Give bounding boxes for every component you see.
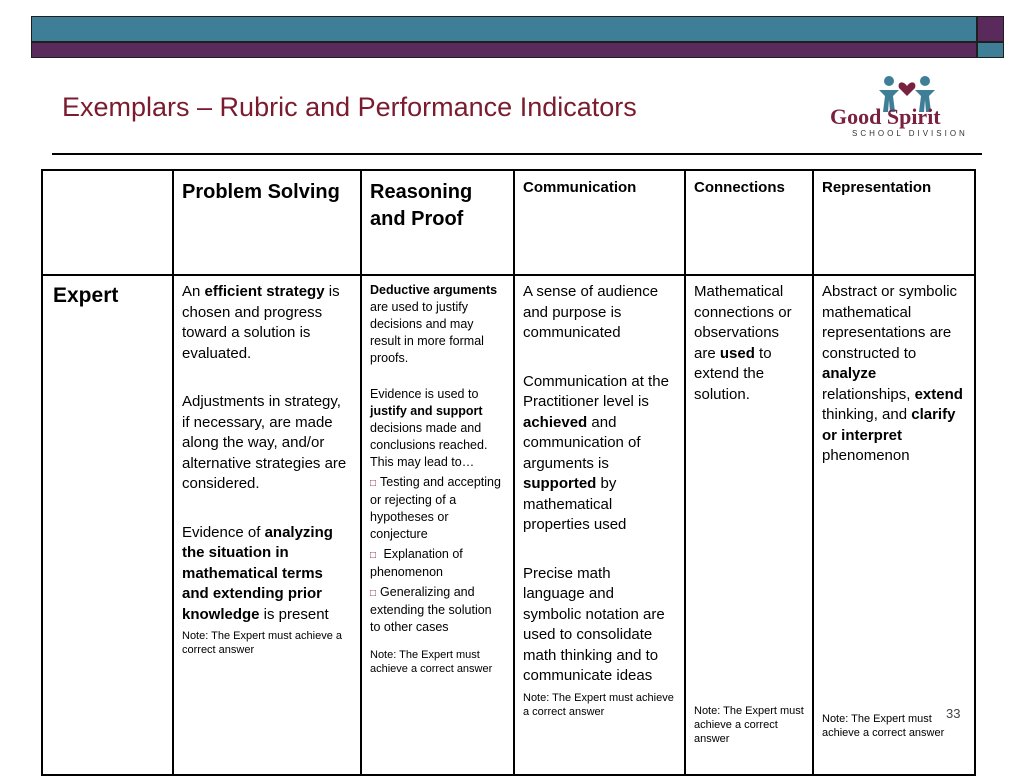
rep-note: Note: The Expert must achieve a correct answer [822, 713, 945, 739]
cell-problem-solving [173, 275, 361, 775]
expert-row [42, 275, 975, 775]
slide-title: Exemplars – Rubric and Performance Indicators [62, 92, 637, 122]
cell-communication [514, 275, 685, 775]
com-para-2: Communication at the Practitioner level is achieved and communication of arguments is supported by mathematical properties used [523, 372, 669, 533]
header-empty [42, 170, 173, 275]
cell-representation [813, 275, 975, 775]
ps-para-3: Evidence of analyzing the situation in mathematical terms and extending prior knowledge is present [182, 523, 333, 623]
rp-bullet-3: □ Generalizing and extending the solution to other cases [370, 584, 505, 636]
header-communication: Communication [514, 170, 685, 275]
row-label-cell [42, 275, 173, 775]
com-note: Note: The Expert must achieve a correct answer [523, 691, 674, 718]
title-rule [52, 153, 982, 155]
con-para-1: Mathematical connections or observations are used to extend the solution. [694, 283, 792, 403]
header-problem-solving: Problem Solving [173, 170, 361, 275]
cell-reasoning [361, 275, 514, 775]
corner-square-purple [977, 16, 1004, 42]
top-bar-teal [31, 16, 977, 42]
header-reasoning: Reasoning and Proof [361, 170, 514, 275]
con-note: Note: The Expert must achieve a correct answer [694, 705, 804, 745]
logo-subtitle: SCHOOL DIVISION [852, 129, 968, 138]
cell-connections [685, 275, 813, 775]
rp-para-2: Evidence is used to justify and support decisions made and conclusions reached. This may lead to… [370, 387, 488, 469]
good-spirit-logo [830, 74, 970, 144]
header-connections: Connections [685, 170, 813, 275]
top-bar-purple [31, 42, 977, 58]
rp-para-1: Deductive arguments are used to justify decisions and may result in more formal proofs. [370, 283, 498, 365]
ps-para-2: Adjustments in strategy, if necessary, are made along the way, and/or alternative strategies are considered. [182, 393, 347, 492]
ps-note: Note: The Expert must achieve a correct answer [182, 630, 342, 656]
com-para-3: Precise math language and symbolic notation are used to consolidate math thinking and to communicate ideas [523, 564, 665, 684]
header-row [42, 170, 975, 275]
com-para-1: A sense of audience and purpose is communicated [523, 283, 659, 341]
rp-note: Note: The Expert must achieve a correct answer [370, 649, 493, 675]
header-representation: Representation [813, 170, 975, 275]
rep-para-1: Abstract or symbolic mathematical representations are constructed to analyze relationships, extend thinking, and clarify or interpret phenomenon [822, 283, 963, 464]
rubric-table [41, 169, 976, 776]
row-label: Expert [53, 284, 119, 307]
page-number: 33 [946, 706, 961, 721]
corner-square-teal [977, 42, 1004, 58]
rp-bullet-2: □ Explanation of phenomenon [370, 546, 505, 581]
rp-bullet-1: □ Testing and accepting or rejecting of a hypotheses or conjecture [370, 474, 505, 543]
ps-para-1: An efficient strategy is chosen and progress toward a solution is evaluated. [182, 283, 340, 362]
logo-name: Good Spirit [830, 104, 941, 129]
